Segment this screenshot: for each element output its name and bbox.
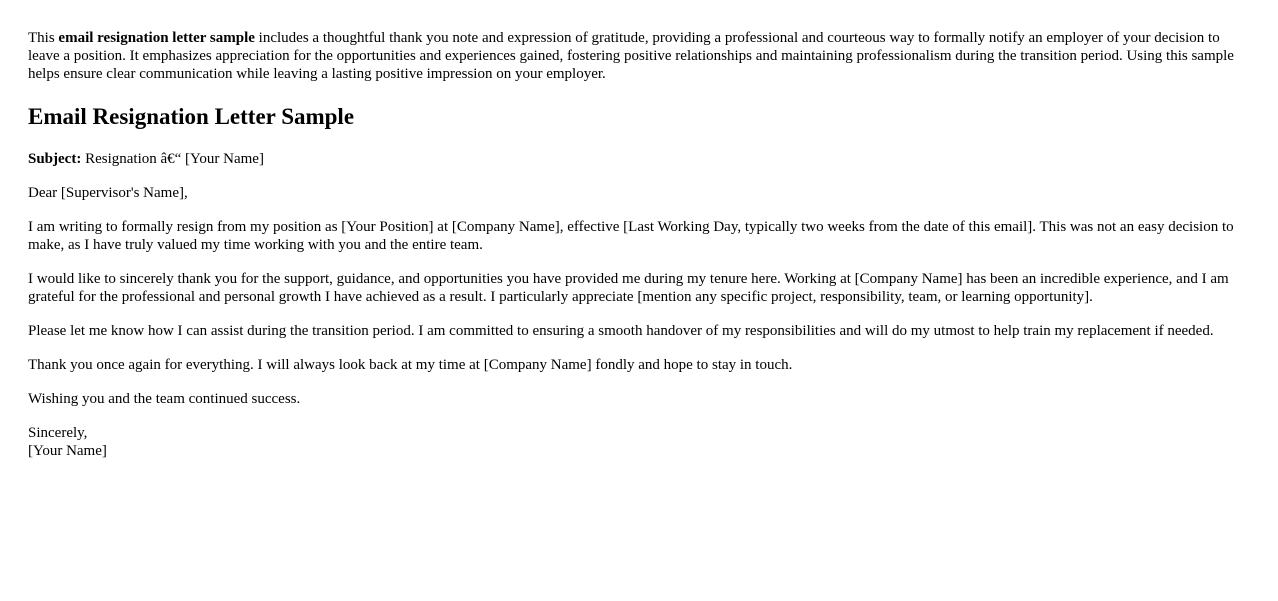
letter-signature: [Your Name] [28,443,107,459]
subject-value: Resignation â€“ [Your Name] [81,151,264,167]
intro-paragraph [28,29,1250,83]
subject-line [28,150,1250,168]
letter-paragraph-4: Thank you once again for everything. I will always look back at my time at [Company Name] fondly and hope to stay in touch. [28,357,793,373]
letter-paragraph-2: I would like to sincerely thank you for the support, guidance, and opportunities you have provided me during my tenure here. Working at [Company Name] has been an incredible experience, and I am grateful for the professional and personal growth I have achieved as a result. I particularly appreciate [mention any specific project, responsibility, team, or learning opportunity]. [28,271,1229,305]
letter-signoff [28,424,1250,460]
intro-bold-term: email resignation letter sample [58,30,255,46]
letter-paragraph-5: Wishing you and the team continued success. [28,391,301,407]
letter-closing: Sincerely, [28,425,88,441]
letter-greeting: Dear [Supervisor's Name], [28,185,188,201]
intro-lead: This [28,30,59,46]
intro-rest: includes a thoughtful thank you note and expression of gratitude, providing a professional and courteous way to formally notify an employer of your decision to leave a position. It emphasizes appreciation for the opportunities and experiences gained, fostering positive relationships and maintaining professionalism during the transition period. Using this sample helps ensure clear communication while leaving a lasting positive impression on your employer. [28,30,1234,82]
page-title: Email Resignation Letter Sample [28,104,355,129]
letter-paragraph-3: Please let me know how I can assist during the transition period. I am committed to ensuring a smooth handover of my responsibilities and will do my utmost to help train my replacement if needed. [28,323,1214,339]
subject-label: Subject: [28,151,82,167]
letter-paragraph-1: I am writing to formally resign from my position as [Your Position] at [Company Name], effective [Last Working Day, typically two weeks from the date of this email]. This was not an easy decision to make, as I have truly valued my time working with you and the entire team. [28,219,1234,253]
